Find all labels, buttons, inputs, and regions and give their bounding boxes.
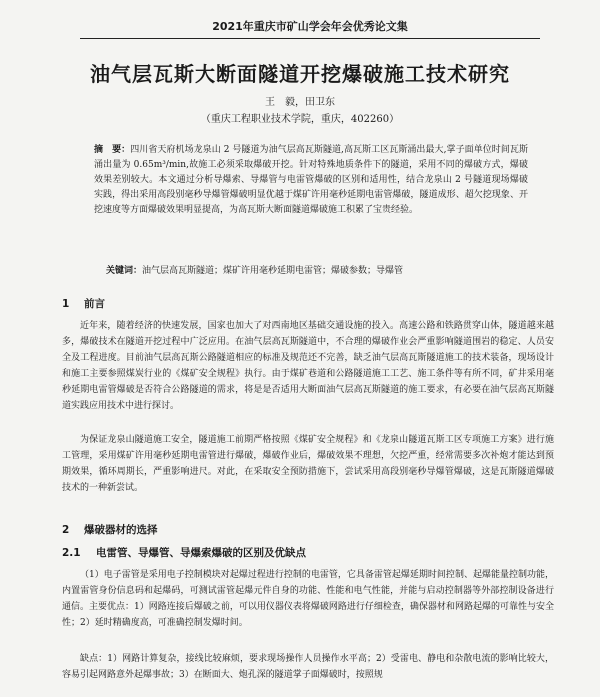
paper-authors: 王 毅，田卫东 bbox=[265, 97, 335, 108]
section-number: 1 bbox=[62, 298, 70, 310]
abstract-label: 摘 要： bbox=[94, 145, 131, 155]
paper-title: 油气层瓦斯大断面隧道开挖爆破施工技术研究 bbox=[90, 62, 510, 86]
keywords-text: 油气层高瓦斯隧道；煤矿许用毫秒延期电雷管；爆破参数；导爆管 bbox=[142, 266, 404, 276]
paragraph-2-1-2: 缺点：1）网路计算复杂，接线比较麻烦，要求现场操作人员操作水平高；2）受雷电、静电和杂散电流的影响比较大，容易引起网路意外起爆事故；3）在断面大、炮孔深的隧道掌子面爆破时，按照规 bbox=[62, 654, 554, 680]
subsection-number: 2.1 bbox=[62, 547, 81, 559]
subsection-2-1-heading bbox=[62, 545, 306, 560]
section-number: 2 bbox=[62, 524, 70, 536]
paragraph-2-1-1: （1）电子雷管是采用电子控制模块对起爆过程进行控制的电雷管，它具备雷管起爆延期时间控制、起爆能量控制功能，内置雷管身份信息码和起爆码，可测试雷管起爆元件自身的功能、性能和电气性能，并能与启动控制器等外部控制设备进行通信。主要优点：1）网路连接后爆破之前，可以用仪器仪表将爆破网路进行仔细检查，确保器材和网路起爆的可靠性与安全性；2）延时精确度高，可准确控制发爆时间。 bbox=[62, 570, 554, 628]
running-header: 2021年重庆市矿山学会年会优秀论文集 bbox=[80, 18, 540, 39]
abstract-block bbox=[94, 143, 528, 218]
subsection-title: 电雷管、导爆管、导爆索爆破的区别及优缺点 bbox=[96, 547, 306, 559]
keywords-block bbox=[106, 264, 528, 279]
paragraph-1-2: 为保证龙泉山隧道施工安全，隧道施工前期严格按照《煤矿安全规程》和《龙泉山隧道瓦斯工区专项施工方案》进行施工管理，采用煤矿许用毫秒延期电雷管进行爆破，爆破作业后，爆破效果不理想，欠挖严重，经常需要多次补炮才能达到预期效果，循环周期长，严重影响进尺。对此，在采取安全预防措施下，尝试采用高段别毫秒导爆管爆破，这是瓦斯隧道爆破技术的一种新尝试。 bbox=[62, 435, 554, 493]
abstract-text: 四川省天府机场龙泉山 2 号隧道为油气层高瓦斯隧道,高瓦斯工区瓦斯涌出最大,掌子面单位时间瓦斯涌出量为 0.65m³/min,故施工必须采取爆破开挖。针对特殊地质条件下的隧道，采用不同的爆破方式，爆破效果差别较大。本文通过分析导爆索、导爆管与电雷管爆破的区别和适用性，结合龙泉山 2 号隧道现场爆破实践，得出采用高段别毫秒导爆管爆破明显优越于煤矿许用毫秒延期电雷管爆破，隧道成形、超欠挖现象、开挖速度等方面爆破效果明显提高，为高瓦斯大断面隧道爆破施工积累了宝贵经验。 bbox=[94, 145, 528, 215]
section-2-heading bbox=[62, 522, 158, 537]
paragraph-1-1: 近年来，随着经济的快速发展，国家也加大了对西南地区基础交通设施的投入。高速公路和铁路贯穿山体，隧道越来越多，爆破技术在隧道开挖过程中广泛应用。在油气层高瓦斯隧道中，不合理的爆破作业会严重影响隧道围岩的稳定、人员安全及工程进度。目前油气层高瓦斯公路隧道相应的标准及规范还不完善，缺乏油气层高瓦斯隧道施工的技术装备，现场设计和施工主要参照煤炭行业的《煤矿安全规程》执行。由于煤矿巷道和公路隧道施工工艺、施工条件等有所不同，矿井采用毫秒延期电雷管爆破是否符合公路隧道的需求，将是是否适用大断面油气层高瓦斯隧道的施工要求，有必要在油气层高瓦斯隧道实践应用技术中进行探讨。 bbox=[62, 321, 554, 411]
section-1-heading bbox=[62, 296, 105, 311]
section-title: 爆破器材的选择 bbox=[84, 524, 158, 536]
keywords-label: 关键词： bbox=[106, 266, 143, 276]
section-title: 前言 bbox=[84, 298, 105, 310]
paper-affiliation: （重庆工程职业技术学院，重庆，402260） bbox=[200, 114, 400, 125]
